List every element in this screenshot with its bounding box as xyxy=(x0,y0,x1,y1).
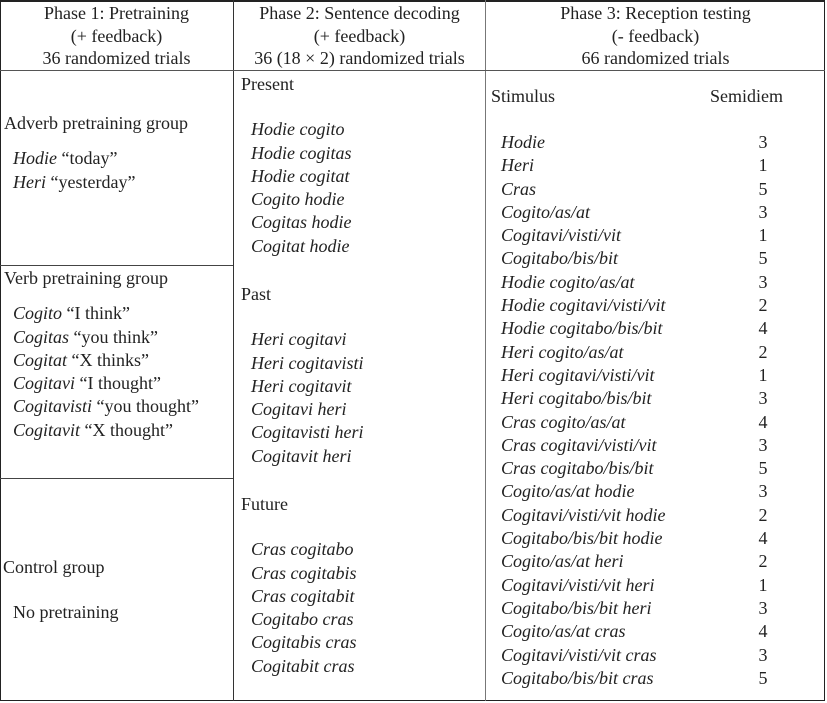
semidiem-value: 1 xyxy=(758,364,768,385)
stimulus-row xyxy=(501,201,825,224)
stimulus-text: Cras cogitabo/bis/bit xyxy=(501,458,654,479)
group-title: Control group xyxy=(3,557,105,577)
semidiem-value: 4 xyxy=(758,318,768,339)
stimulus-row xyxy=(501,597,825,620)
latin-word: Cogito xyxy=(13,303,63,324)
pretraining-item xyxy=(4,171,188,194)
sentence-item: Hodie cogito xyxy=(251,119,345,140)
control-group xyxy=(3,556,118,625)
semidiem-value: 1 xyxy=(758,574,768,595)
stimulus-row xyxy=(501,620,825,643)
latin-word: Cogitas xyxy=(13,326,70,347)
semidiem-value: 5 xyxy=(758,178,768,199)
stimulus-text: Cogito/as/at heri xyxy=(501,551,624,572)
latin-word: Hodie xyxy=(13,148,57,169)
stimulus-text: Hodie xyxy=(501,132,545,152)
header-divider xyxy=(0,70,825,71)
semidiem-value: 3 xyxy=(758,644,768,665)
sentence-item: Heri cogitavi xyxy=(251,329,347,350)
stimulus-text: Cogito/as/at hodie xyxy=(501,481,635,502)
latin-word: Cogitavisti xyxy=(13,396,93,417)
stimulus-text: Heri cogitavi/visti/vit xyxy=(501,364,655,385)
present-block xyxy=(241,73,352,258)
feedback-label: (- feedback) xyxy=(611,25,700,46)
stimulus-text: Cogitabo/bis/bit xyxy=(501,248,619,269)
stimulus-row xyxy=(501,434,825,457)
pretraining-item xyxy=(4,302,199,325)
stimulus-text: Cras cogito/as/at xyxy=(501,411,626,432)
stimulus-row xyxy=(501,574,825,597)
sentence-item: Cogitabo cras xyxy=(251,609,354,630)
stimulus-text: Heri cogitabo/bis/bit xyxy=(501,388,652,409)
stimulus-row xyxy=(501,178,825,201)
pretraining-item xyxy=(4,326,199,349)
gloss: “I think” xyxy=(62,303,130,324)
stimulus-row xyxy=(501,154,825,177)
semidiem-value: 3 xyxy=(758,388,768,409)
gloss: “I thought” xyxy=(75,373,161,394)
tense-label: Past xyxy=(241,284,272,304)
sentence-item: Cogitabit cras xyxy=(251,655,355,676)
stimulus-text: Cras xyxy=(501,178,537,199)
sentence-item: Cogitavisti heri xyxy=(251,422,364,443)
sentence-item: Hodie cogitas xyxy=(251,142,352,163)
semidiem-value: 4 xyxy=(758,621,768,642)
semidiem-value: 5 xyxy=(758,667,768,688)
stimulus-text: Cogitavi/visti/vit xyxy=(501,225,621,246)
stimulus-row xyxy=(501,364,825,387)
semidiem-value: 3 xyxy=(758,597,768,618)
control-note: No pretraining xyxy=(13,602,119,623)
semidiem-value: 4 xyxy=(758,411,768,432)
sentence-item: Cogitavi heri xyxy=(251,399,347,420)
sentence-item: Cogitabis cras xyxy=(251,632,357,653)
stimulus-row xyxy=(501,247,825,270)
stimulus-row xyxy=(501,271,825,294)
gloss: “you thought” xyxy=(92,396,199,417)
stimulus-text: Cogitavi/visti/vit heri xyxy=(501,574,655,595)
pretraining-item xyxy=(4,395,199,418)
trials-label: 36 randomized trials xyxy=(42,48,191,68)
column-divider xyxy=(485,0,486,701)
stimulus-row xyxy=(501,224,825,247)
semidiem-value: 2 xyxy=(758,341,768,362)
gloss: “X thinks” xyxy=(67,349,149,370)
latin-word: Cogitat xyxy=(13,349,68,370)
stimulus-text: Cogitabo/bis/bit hodie xyxy=(501,528,663,549)
stimulus-row xyxy=(501,387,825,410)
semidiem-value: 3 xyxy=(758,132,768,152)
group-title: Verb pretraining group xyxy=(4,268,168,288)
sentence-item: Cras cogitabo xyxy=(251,539,354,560)
semidiem-value: 2 xyxy=(758,504,768,525)
semidiem-value: 2 xyxy=(758,551,768,572)
feedback-label: (+ feedback) xyxy=(313,25,406,46)
feedback-label: (+ feedback) xyxy=(70,25,163,46)
past-block xyxy=(241,283,364,468)
stimulus-row xyxy=(501,341,825,364)
gloss: “yesterday” xyxy=(46,171,136,192)
sentence-item: Cogitat hodie xyxy=(251,235,350,256)
stimulus-row xyxy=(501,317,825,340)
gloss: “you think” xyxy=(69,326,158,347)
row-divider xyxy=(0,478,233,479)
tense-label: Future xyxy=(241,494,288,514)
stimulus-row xyxy=(501,644,825,667)
stimulus-row xyxy=(501,480,825,503)
stimulus-text: Cogito/as/at xyxy=(501,201,591,222)
semidiem-column-header: Semidiem xyxy=(710,86,783,106)
sentence-item: Cras cogitabis xyxy=(251,562,357,583)
stimulus-row xyxy=(501,457,825,480)
stimulus-text: Cogitabo/bis/bit heri xyxy=(501,597,652,618)
stimulus-row xyxy=(501,667,825,690)
stimulus-text: Cogitavi/visti/vit cras xyxy=(501,644,657,665)
stimulus-row xyxy=(501,131,825,154)
stimulus-header-row xyxy=(491,85,825,108)
latin-word: Cogitavit xyxy=(13,419,80,440)
semidiem-value: 2 xyxy=(758,295,768,316)
stimulus-row xyxy=(501,550,825,573)
pretraining-item xyxy=(4,419,199,442)
row-divider xyxy=(0,265,233,266)
group-title: Adverb pretraining group xyxy=(4,113,188,133)
pretraining-item xyxy=(4,372,199,395)
stimulus-row xyxy=(501,294,825,317)
trials-label: 36 (18 × 2) randomized trials xyxy=(254,48,465,68)
semidiem-value: 5 xyxy=(758,458,768,479)
trials-label: 66 randomized trials xyxy=(581,48,730,68)
phase2-header xyxy=(234,2,485,70)
stimulus-row xyxy=(501,411,825,434)
sentence-item: Cogitavit heri xyxy=(251,445,352,466)
adverb-group xyxy=(4,112,188,194)
semidiem-value: 4 xyxy=(758,528,768,549)
column-divider xyxy=(233,0,234,701)
pretraining-item xyxy=(4,349,199,372)
stimulus-text: Cras cogitavi/visti/vit xyxy=(501,434,657,455)
semidiem-value: 1 xyxy=(758,155,768,176)
sentence-item: Cogitas hodie xyxy=(251,212,352,233)
stimulus-column-header: Stimulus xyxy=(491,86,556,106)
stimulus-text: Cogitavi/visti/vit hodie xyxy=(501,504,666,525)
phase1-header xyxy=(0,2,233,70)
phase-title: Phase 3: Reception testing xyxy=(560,3,751,23)
sentence-item: Heri cogitavisti xyxy=(251,352,364,373)
semidiem-value: 5 xyxy=(758,248,768,269)
stimulus-text: Heri xyxy=(501,155,534,176)
stimulus-row xyxy=(501,527,825,550)
gloss: “today” xyxy=(57,148,118,169)
sentence-item: Cogito hodie xyxy=(251,189,345,210)
pretraining-item xyxy=(4,147,188,170)
latin-word: Cogitavi xyxy=(13,373,75,394)
phase-title: Phase 1: Pretraining xyxy=(44,3,189,23)
sentence-item: Heri cogitavit xyxy=(251,375,352,396)
stimulus-text: Hodie cogitabo/bis/bit xyxy=(501,318,663,339)
stimulus-text: Hodie cogitavi/visti/vit xyxy=(501,295,666,316)
stimulus-row xyxy=(501,504,825,527)
stimulus-text: Cogitabo/bis/bit cras xyxy=(501,667,654,688)
sentence-item: Hodie cogitat xyxy=(251,165,350,186)
semidiem-value: 3 xyxy=(758,434,768,455)
semidiem-value: 1 xyxy=(758,225,768,246)
stimulus-text: Hodie cogito/as/at xyxy=(501,271,635,292)
stimulus-list xyxy=(501,131,825,690)
semidiem-value: 3 xyxy=(758,481,768,502)
stimulus-text: Cogito/as/at cras xyxy=(501,621,626,642)
tense-label: Present xyxy=(241,74,294,94)
semidiem-value: 3 xyxy=(758,271,768,292)
sentence-item: Cras cogitabit xyxy=(251,585,355,606)
latin-word: Heri xyxy=(13,171,46,192)
future-block xyxy=(241,493,357,678)
phase-title: Phase 2: Sentence decoding xyxy=(259,3,460,23)
phase3-header xyxy=(486,2,825,70)
gloss: “X thought” xyxy=(80,419,173,440)
verb-group xyxy=(4,267,199,442)
semidiem-value: 3 xyxy=(758,201,768,222)
stimulus-text: Heri cogito/as/at xyxy=(501,341,624,362)
